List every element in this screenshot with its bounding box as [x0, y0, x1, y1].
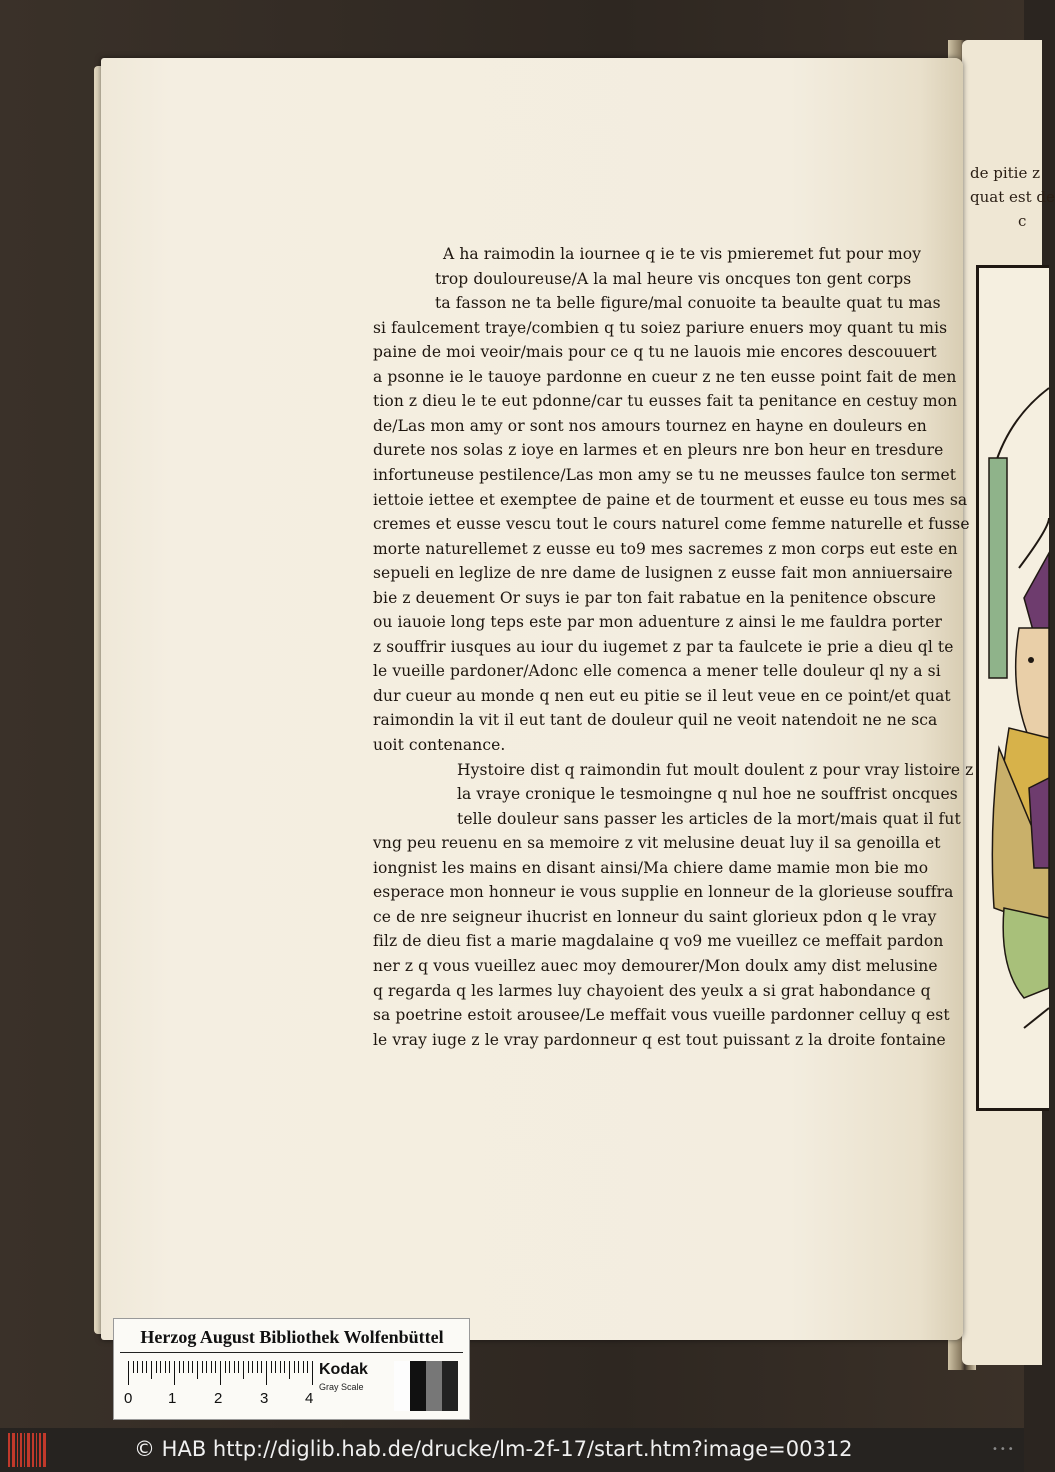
- kodak-name: Kodak: [319, 1361, 368, 1378]
- facing-page-line: c: [1018, 212, 1027, 230]
- text-line: filz de dieu fist a marie magdalaine q vo9 me vueillez ce meffait pardon: [373, 932, 944, 951]
- facing-page-line: de pitie z: [970, 164, 1041, 182]
- text-line: vng peu reuenu en sa memoire z vit melusine deuat luy il sa genoilla et: [373, 834, 941, 853]
- scale-tick: [202, 1361, 203, 1373]
- scale-tick: [234, 1361, 235, 1373]
- scale-number: 2: [214, 1390, 223, 1407]
- text-line: infortuneuse pestilence/Las mon amy se tu ne meusses faulce ton sermet: [373, 465, 957, 484]
- text-line: A ha raimodin la iournee q ie te vis pmieremet fut pour moy: [443, 245, 922, 263]
- scale-tick: [174, 1361, 175, 1385]
- text-line: morte naturellemet z eusse eu to9 mes sacremes z mon corps eut este en: [373, 539, 958, 558]
- text-line: Hystoire dist q raimondin fut moult doulent z pour vray listoire z: [457, 760, 974, 779]
- scale-tick: [179, 1361, 180, 1373]
- text-line: le vray iuge z le vray pardonneur q est tout puissant z la droite fontaine: [373, 1030, 946, 1049]
- scale-tick: [266, 1361, 267, 1385]
- scale-number: 0: [124, 1390, 133, 1407]
- scale-tick: [261, 1361, 262, 1373]
- scale-tick: [284, 1361, 285, 1373]
- text-line: z souffrir iusques au iour du iugemet z par ta faulcete ie prie a dieu ql te: [373, 637, 954, 656]
- kodak-label: [319, 1359, 397, 1409]
- kodak-subtitle: Gray Scale: [319, 1382, 364, 1392]
- facing-page: [962, 40, 1055, 1365]
- text-line: sepueli en leglize de nre dame de lusignen z eusse fait mon anniuersaire: [373, 564, 953, 583]
- text-line: sa poetrine estoit arousee/Le meffait vous vueille pardonner celluy q est: [373, 1006, 950, 1025]
- gray-patch: [426, 1361, 442, 1411]
- scale-tick: [183, 1361, 184, 1373]
- scale-tick: [271, 1361, 272, 1373]
- ruler-divider: [120, 1352, 463, 1353]
- scale-tick: [215, 1361, 216, 1373]
- text-line: ner z q vous vueillez auec moy demourer/Mon doulx amy dist melusine: [373, 956, 938, 975]
- scale-tick: [280, 1361, 281, 1373]
- text-line: de/Las mon amy or sont nos amours tournez en hayne en douleurs en: [373, 416, 927, 435]
- scale-tick: [165, 1361, 166, 1373]
- scale-tick: [312, 1361, 313, 1385]
- text-line: le vueille pardoner/Adonc elle comenca a mener telle douleur ql ny a si: [373, 662, 941, 681]
- scale-tick: [151, 1361, 152, 1379]
- text-line: iongnist les mains en disant ainsi/Ma chiere dame mamie mon bie mo: [373, 858, 929, 877]
- scale-tick: [169, 1361, 170, 1373]
- text-line: cremes et eusse vescu tout le cours naturel come femme naturelle et fusse: [373, 515, 970, 534]
- scale-tick: [197, 1361, 198, 1379]
- text-line: ou iauoie long teps este par mon aduenture z ainsi le me fauldra porter: [373, 613, 943, 632]
- scale-tick: [257, 1361, 258, 1373]
- woodcut-drawing: [979, 268, 1049, 1108]
- scale-tick: [192, 1361, 193, 1373]
- scale-tick: [142, 1361, 143, 1373]
- text-line: telle douleur sans passer les articles de la mort/mais quat il fut: [457, 809, 961, 828]
- text-line: ta fasson ne ta belle figure/mal conuoite ta beaulte quat tu mas: [435, 294, 941, 313]
- scale-tick: [133, 1361, 134, 1373]
- text-line: trop douloureuse/A la mal heure vis oncques ton gent corps: [435, 269, 912, 288]
- color-ruler-card: [113, 1318, 470, 1420]
- book-page: [101, 58, 974, 1340]
- scale-tick: [137, 1361, 138, 1373]
- text-line: ce de nre seigneur ihucrist en lonneur du saint glorieux pdon q le vray: [373, 907, 937, 926]
- scale-number: 3: [260, 1390, 269, 1407]
- scale-tick: [238, 1361, 239, 1373]
- gray-patch: [394, 1361, 410, 1411]
- measurement-scale: [120, 1359, 315, 1414]
- scale-tick: [229, 1361, 230, 1373]
- scale-tick: [294, 1361, 295, 1373]
- scale-tick: [206, 1361, 207, 1373]
- scale-tick: [298, 1361, 299, 1373]
- gray-scale-patches: [394, 1361, 458, 1411]
- text-line: raimondin la vit il eut tant de douleur quil ne veoit natendoit ne ne sca: [373, 711, 938, 730]
- woodcut-illustration: [976, 265, 1049, 1111]
- scale-number: 1: [168, 1390, 177, 1407]
- text-line: la vraye cronique le tesmoingne q nul hoe ne souffrist oncques: [457, 785, 958, 804]
- scale-tick: [243, 1361, 244, 1379]
- scale-tick: [289, 1361, 290, 1379]
- footer-url[interactable]: © HAB http://diglib.hab.de/drucke/lm-2f-17/start.htm?image=00312: [134, 1437, 853, 1461]
- scale-tick: [307, 1361, 308, 1373]
- scale-tick: [303, 1361, 304, 1373]
- scale-tick: [225, 1361, 226, 1373]
- text-line: a psonne ie le tauoye pardonne en cueur z ne ten eusse point fait de men: [373, 367, 957, 386]
- text-line: dur cueur au monde q nen eut eu pitie se il leut veue en ce point/et quat: [373, 686, 951, 705]
- text-line: tion z dieu le te eut pdonne/car tu eusses fait ta penitance en cestuy mon: [373, 392, 958, 411]
- scale-tick: [248, 1361, 249, 1373]
- text-line: esperace mon honneur ie vous supplie en lonneur de la glorieuse souffra: [373, 883, 954, 902]
- scale-number: 4: [305, 1390, 314, 1407]
- scale-tick: [252, 1361, 253, 1373]
- ruler-title: Herzog August Bibliothek Wolfenbüttel: [140, 1327, 444, 1347]
- scale-tick: [275, 1361, 276, 1373]
- text-line: durete nos solas z ioye en larmes et en pleurs nre bon heur en tresdure: [373, 441, 944, 460]
- text-line: uoit contenance.: [373, 736, 506, 754]
- text-line: si faulcement traye/combien q tu soiez pariure enuers moy quant tu mis: [373, 318, 948, 337]
- scale-tick: [146, 1361, 147, 1373]
- scale-tick: [211, 1361, 212, 1373]
- text-line: paine de moi veoir/mais pour ce q tu ne lauois mie encores descouuert: [373, 343, 937, 362]
- gray-patch: [410, 1361, 426, 1411]
- text-line: bie z deuement Or suys ie par ton fait rabatue en la penitence obscure: [373, 588, 937, 607]
- text-line: q regarda q les larmes luy chayoient des yeulx a si grat habondance q: [373, 981, 931, 1000]
- facing-page-line: quat est de: [970, 188, 1055, 206]
- scale-tick: [188, 1361, 189, 1373]
- text-line: iettoie iettee et exemptee de paine et de tourment et eusse eu tous mes sa: [373, 490, 968, 509]
- scale-tick: [128, 1361, 129, 1385]
- scale-tick: [160, 1361, 161, 1373]
- gray-patch: [442, 1361, 458, 1411]
- scale-tick: [156, 1361, 157, 1373]
- barcode-icon: [8, 1433, 48, 1467]
- footer-dots-icon: •••: [992, 1444, 1016, 1455]
- scale-tick: [220, 1361, 221, 1385]
